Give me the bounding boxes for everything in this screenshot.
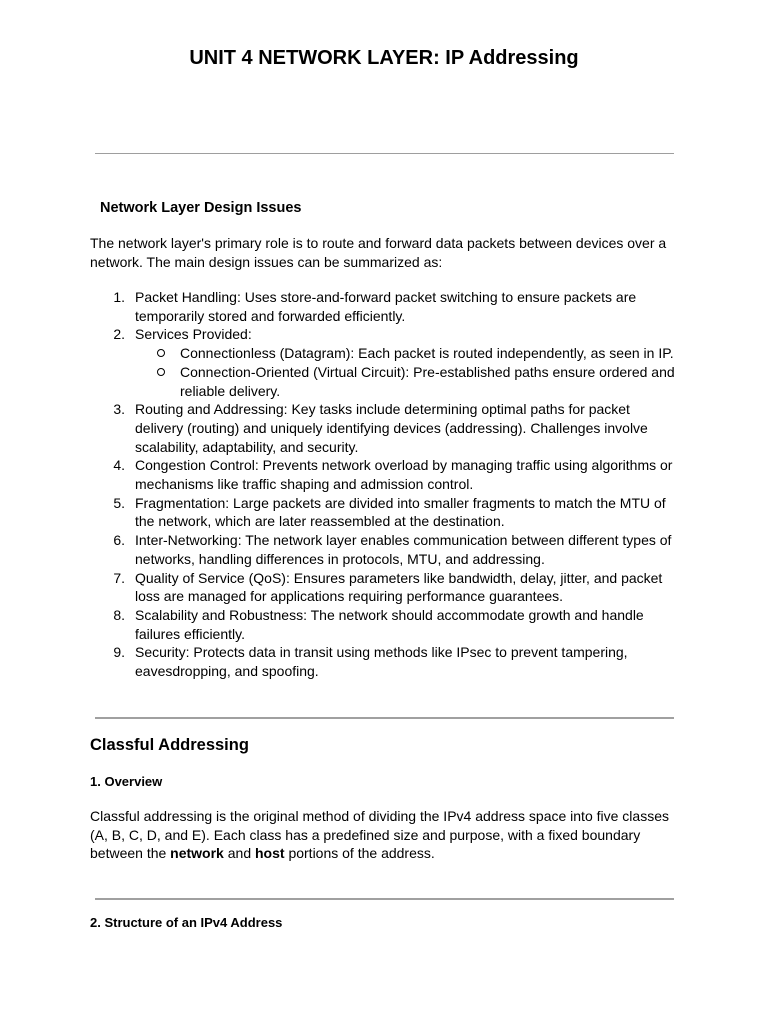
sub-list-item-text: Connection-Oriented (Virtual Circuit): Pre-established paths ensure ordered and reliable delivery. bbox=[180, 363, 675, 399]
list-number: 8. bbox=[113, 606, 125, 623]
list-item-text: Inter-Networking: The network layer enables communication between different types of networks, handling differences in protocols, MTU, and addressing. bbox=[135, 532, 672, 567]
list-item bbox=[90, 569, 680, 606]
list-item bbox=[90, 288, 680, 325]
sub-list bbox=[135, 344, 680, 400]
list-item bbox=[90, 531, 680, 568]
horizontal-rule bbox=[95, 153, 674, 154]
sub-list-item bbox=[135, 363, 680, 400]
design-issues-list bbox=[90, 288, 680, 681]
overview-paragraph bbox=[90, 807, 680, 863]
intro-paragraph: The network layer's primary role is to route and forward data packets between devices over a network. The main design issues can be summarized as: bbox=[90, 235, 667, 270]
list-item-text: Packet Handling: Uses store-and-forward packet switching to ensure packets are temporarily stored and forwarded efficiently. bbox=[135, 289, 637, 324]
section-heading-design-issues: Network Layer Design Issues bbox=[100, 200, 302, 216]
list-number: 6. bbox=[113, 532, 125, 549]
list-number: 2. bbox=[113, 326, 125, 343]
list-number: 4. bbox=[113, 457, 125, 474]
document-title: UNIT 4 NETWORK LAYER: IP Addressing bbox=[189, 47, 579, 69]
list-number: 1. bbox=[113, 289, 125, 305]
list-item-text: Routing and Addressing: Key tasks include determining optimal paths for packet delivery (routing) and uniquely identifying devices (addressing). Challenges involve scalability, adaptability, and security. bbox=[135, 401, 648, 455]
list-item bbox=[90, 643, 680, 680]
section-heading-classful-addressing: Classful Addressing bbox=[90, 736, 249, 754]
hollow-circle-bullet-icon bbox=[157, 368, 165, 376]
sub-list-item-text: Connectionless (Datagram): Each packet is routed independently, as seen in IP. bbox=[180, 345, 674, 362]
list-number: 5. bbox=[113, 494, 125, 511]
sub-list-item bbox=[135, 344, 680, 363]
list-item-text: Security: Protects data in transit using methods like IPsec to prevent tampering, eavesdropping, and spoofing. bbox=[135, 644, 628, 680]
horizontal-rule bbox=[95, 717, 674, 719]
list-item bbox=[90, 606, 680, 643]
subheading-overview: 1. Overview bbox=[90, 774, 163, 789]
list-number: 3. bbox=[113, 401, 125, 418]
list-item-text: Fragmentation: Large packets are divided into smaller fragments to match the MTU of the network, which are later reassembled at the destination. bbox=[135, 494, 666, 530]
overview-text: portions of the address. bbox=[284, 845, 435, 862]
list-item bbox=[90, 400, 680, 456]
subheading-structure: 2. Structure of an IPv4 Address bbox=[90, 915, 283, 930]
list-item-text: Quality of Service (QoS): Ensures parameters like bandwidth, delay, jitter, and packet loss are managed for applications requiring performance guarantees. bbox=[135, 569, 663, 605]
hollow-circle-bullet-icon bbox=[157, 349, 165, 357]
list-number: 7. bbox=[113, 569, 125, 586]
overview-text: Classful addressing is the original method of dividing the IPv4 address space into five classes (A, B, C, D, and E). Each class has a predefined size and purpose, with a fixed boundary between the bbox=[90, 808, 669, 862]
list-item-text: Congestion Control: Prevents network overload by managing traffic using algorithms or mechanisms like traffic shaping and admission control. bbox=[135, 457, 673, 493]
overview-text: and bbox=[223, 845, 255, 862]
list-item bbox=[90, 325, 680, 400]
list-item-text: Services Provided: bbox=[135, 326, 252, 343]
list-number: 9. bbox=[113, 644, 125, 661]
list-item-text: Scalability and Robustness: The network should accommodate growth and handle failures efficiently. bbox=[135, 606, 644, 642]
bold-term-host: host bbox=[255, 845, 285, 862]
list-item bbox=[90, 494, 680, 531]
list-item bbox=[90, 456, 680, 493]
bold-term-network: network bbox=[170, 845, 224, 862]
horizontal-rule bbox=[95, 898, 674, 900]
